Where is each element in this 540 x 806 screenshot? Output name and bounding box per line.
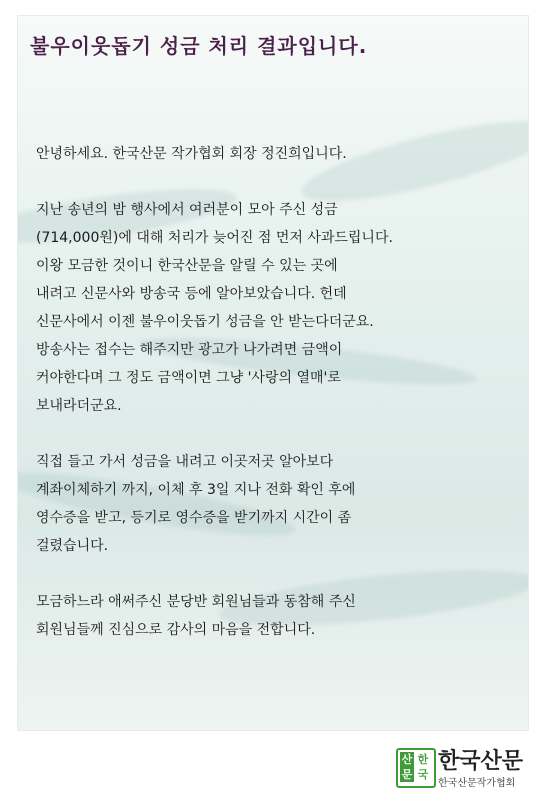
letter-title: 불우이웃돕기 성금 처리 결과입니다. — [30, 34, 368, 58]
thanks-paragraph: 모금하느라 애써주신 분당반 회원님들과 동참해 주신 회원님들께 진심으로 감사의 마음을 전합니다. — [36, 594, 356, 638]
seal-left-text: 산문 — [401, 753, 413, 781]
letter-body — [36, 140, 516, 672]
logo-seal-icon — [396, 748, 436, 788]
logo-subtitle: 한국산문작가협회 — [438, 778, 516, 789]
donation-paragraph: 지난 송년의 밤 행사에서 여러분이 모아 주신 성금 (714,000원)에 대해 처리가 늦어진 점 먼저 사과드립니다. 이왕 모금한 것이니 한국산문을 알릴 수 있는 곳에 내려고 신문사와 방송국 등에 알아보았습니다. 헌데 신문사에서 이젠 불우이웃돕기 성금을 안 받는다더군요. 방송사는 접수는 해주지만 광고가 나가려면 금액이 커야한다며 그 정도 금액이면 그냥 '사랑의 열매'로 보내라더군요. — [36, 202, 393, 414]
seal-right-text: 한국 — [417, 753, 429, 781]
organization-logo — [396, 748, 536, 798]
transfer-paragraph: 직접 들고 가서 성금을 내려고 이곳저곳 알아보다 계좌이체하기 까지, 이체 후 3일 지나 전화 확인 후에 영수증을 받고, 등기로 영수증을 받기까지 시간이 좀 걸렸습니다. — [36, 454, 356, 554]
greeting-paragraph: 안녕하세요. 한국산문 작가협회 회장 정진희입니다. — [36, 146, 347, 162]
logo-name: 한국산문 — [438, 749, 524, 774]
